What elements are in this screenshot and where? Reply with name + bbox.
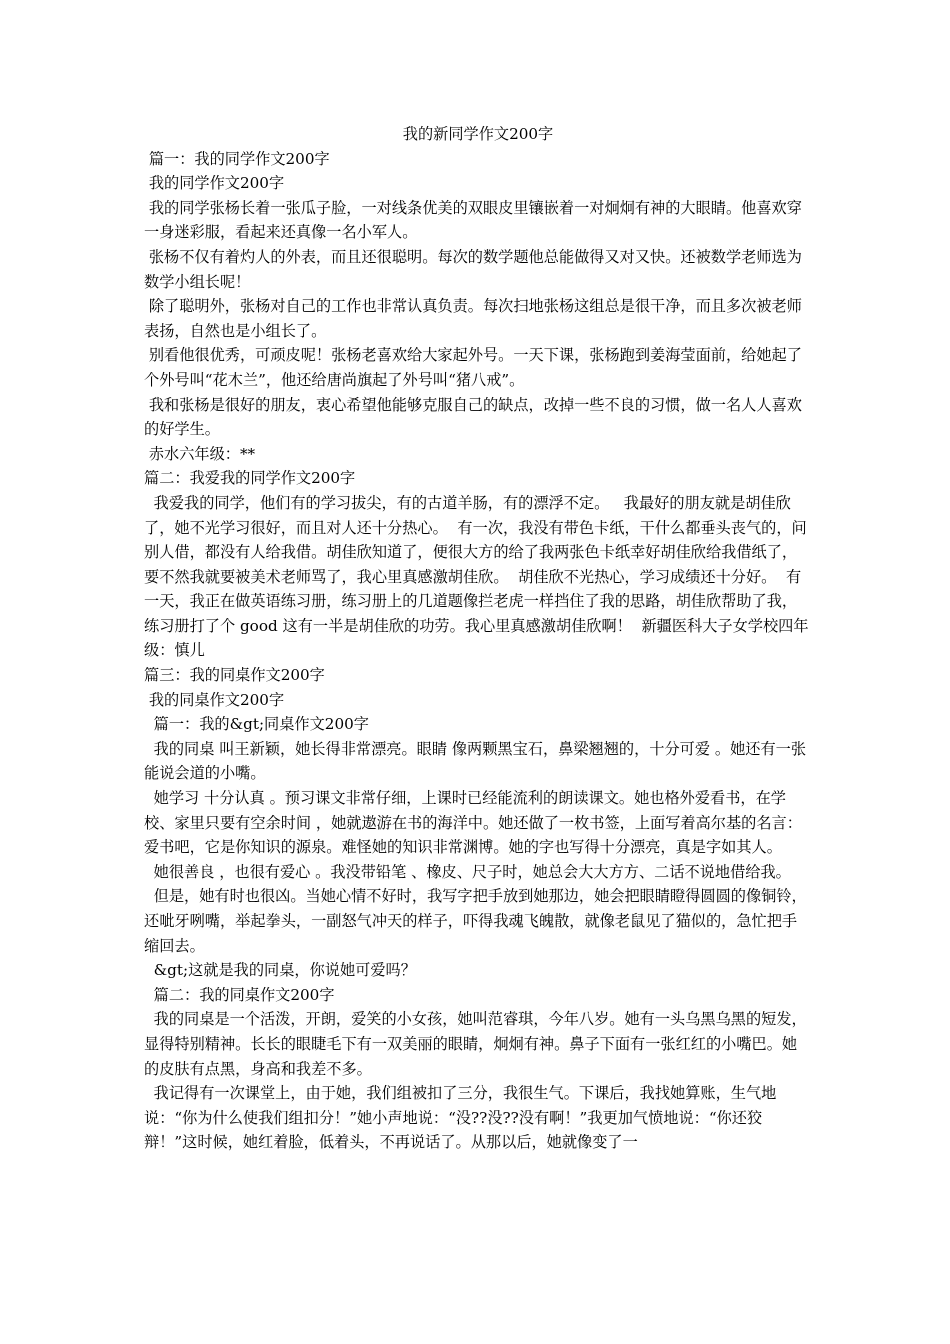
paragraph: 她很善良 ，也很有爱心 。我没带铅笔 、橡皮、尺子时，她总会大大方方、二话不说地借给我。: [144, 862, 791, 881]
paragraph: 我和张杨是很好的朋友，衷心希望他能够克服自己的缺点，改掉一些不良的习惯，做一名人人喜欢的好学生。: [144, 395, 802, 439]
paragraph: 篇二：我的同桌作文200字: [144, 985, 335, 1004]
paragraph: 我爱我的同学，他们有的学习拔尖，有的古道羊肠，有的漂浮不定。 我最好的朋友就是胡佳欣了，她不光学习很好，而且对人还十分热心。 有一次，我没有带色卡纸，干什么都垂头丧气的，问别人借，都没有人给我借。胡佳欣知道了，便很大方的给了我两张色卡纸幸好胡佳欣给我借纸了，要不然我就要被美术老师骂了，我心里真感激胡佳欣。 胡佳欣不光热心，学习成绩还十分好。 有一天，我正在做英语练习册，练习册上的几道题像拦老虎一样挡住了我的思路，胡佳欣帮助了我，练习册打了个 good 这有一半是胡佳欣的功劳。我心里真感激胡佳欣啊！ 新疆医科大子女学校四年级：慎儿: [144, 493, 809, 660]
paragraph: 但是，她有时也很凶。当她心情不好时，我写字把手放到她那边，她会把眼睛瞪得圆圆的像铜铃，还呲牙咧嘴，举起拳头，一副怒气冲天的样子，吓得我魂飞魄散，就像老鼠见了猫似的，急忙把手缩回去。: [144, 887, 807, 955]
paragraph: 我的同桌作文200字: [144, 690, 285, 709]
paragraph: 篇三：我的同桌作文200字: [144, 666, 325, 685]
paragraph: 篇一：我的&gt;同桌作文200字: [144, 715, 369, 734]
paragraph: 她学习 十分认真 。预习课文非常仔细，上课时已经能流利的朗读课文。她也格外爱看书，在学校、家里只要有空余时间 ，她就遨游在书的海洋中。她还做了一枚书签，上面写着高尔基的名言：爱书吧，它是你知识的源泉。难怪她的知识非常渊博。她的字也写得十分漂亮，真是字如其人。: [144, 789, 802, 857]
paragraph: 除了聪明外，张杨对自己的工作也非常认真负责。每次扫地张杨这组总是很干净，而且多次被老师表扬，自然也是小组长了。: [144, 297, 802, 340]
paragraph: 赤水六年级：**: [144, 444, 256, 463]
paragraph: 张杨不仅有着灼人的外表，而且还很聪明。每次的数学题他总能做得又对又快。还被数学老师选为数学小组长呢！: [144, 247, 802, 291]
paragraph: 我记得有一次课堂上，由于她，我们组被扣了三分，我很生气。下课后，我找她算账，生气地说：“你为什么使我们组扣分！”她小声地说：“没??没??没有啊！”我更加气愤地说：“你还狡辩！”这时候，她红着脸，低着头，不再说话了。从那以后，她就像变了一: [144, 1084, 777, 1152]
paragraph: 我的同学作文200字: [144, 174, 285, 193]
paragraph: 篇一：我的同学作文200字: [144, 149, 330, 168]
paragraph: 我的同桌是一个活泼，开朗，爱笑的小女孩，她叫范睿琪，今年八岁。她有一头乌黑乌黑的短发，显得特别精神。长长的眼睫毛下有一双美丽的眼睛，炯炯有神。鼻子下面有一张红红的小嘴巴。她的皮肤有点黑，身高和我差不多。: [144, 1010, 807, 1078]
paragraph: 别看他很优秀，可顽皮呢！张杨老喜欢给大家起外号。一天下课，张杨跑到姜海莹面前，给她起了个外号叫“花木兰”，他还给唐尚旗起了外号叫“猪八戒”。: [144, 346, 802, 389]
document-body: [144, 147, 812, 1155]
paragraph: &gt;这就是我的同桌，你说她可爱吗？: [144, 961, 416, 980]
document-title: 我的新同学作文200字: [402, 125, 554, 143]
paragraph: 篇二：我爱我的同学作文200字: [144, 469, 356, 488]
paragraph: 我的同学张杨长着一张瓜子脸，一对线条优美的双眼皮里镶嵌着一对炯炯有神的大眼睛。他喜欢穿一身迷彩服，看起来还真像一名小军人。: [144, 198, 802, 242]
paragraph: 我的同桌 叫王新颖，她长得非常漂亮。眼睛 像两颗黑宝石，鼻梁翘翘的，十分可爱 。她还有一张能说会道的小嘴。: [144, 739, 807, 783]
document-page: [144, 122, 812, 1155]
